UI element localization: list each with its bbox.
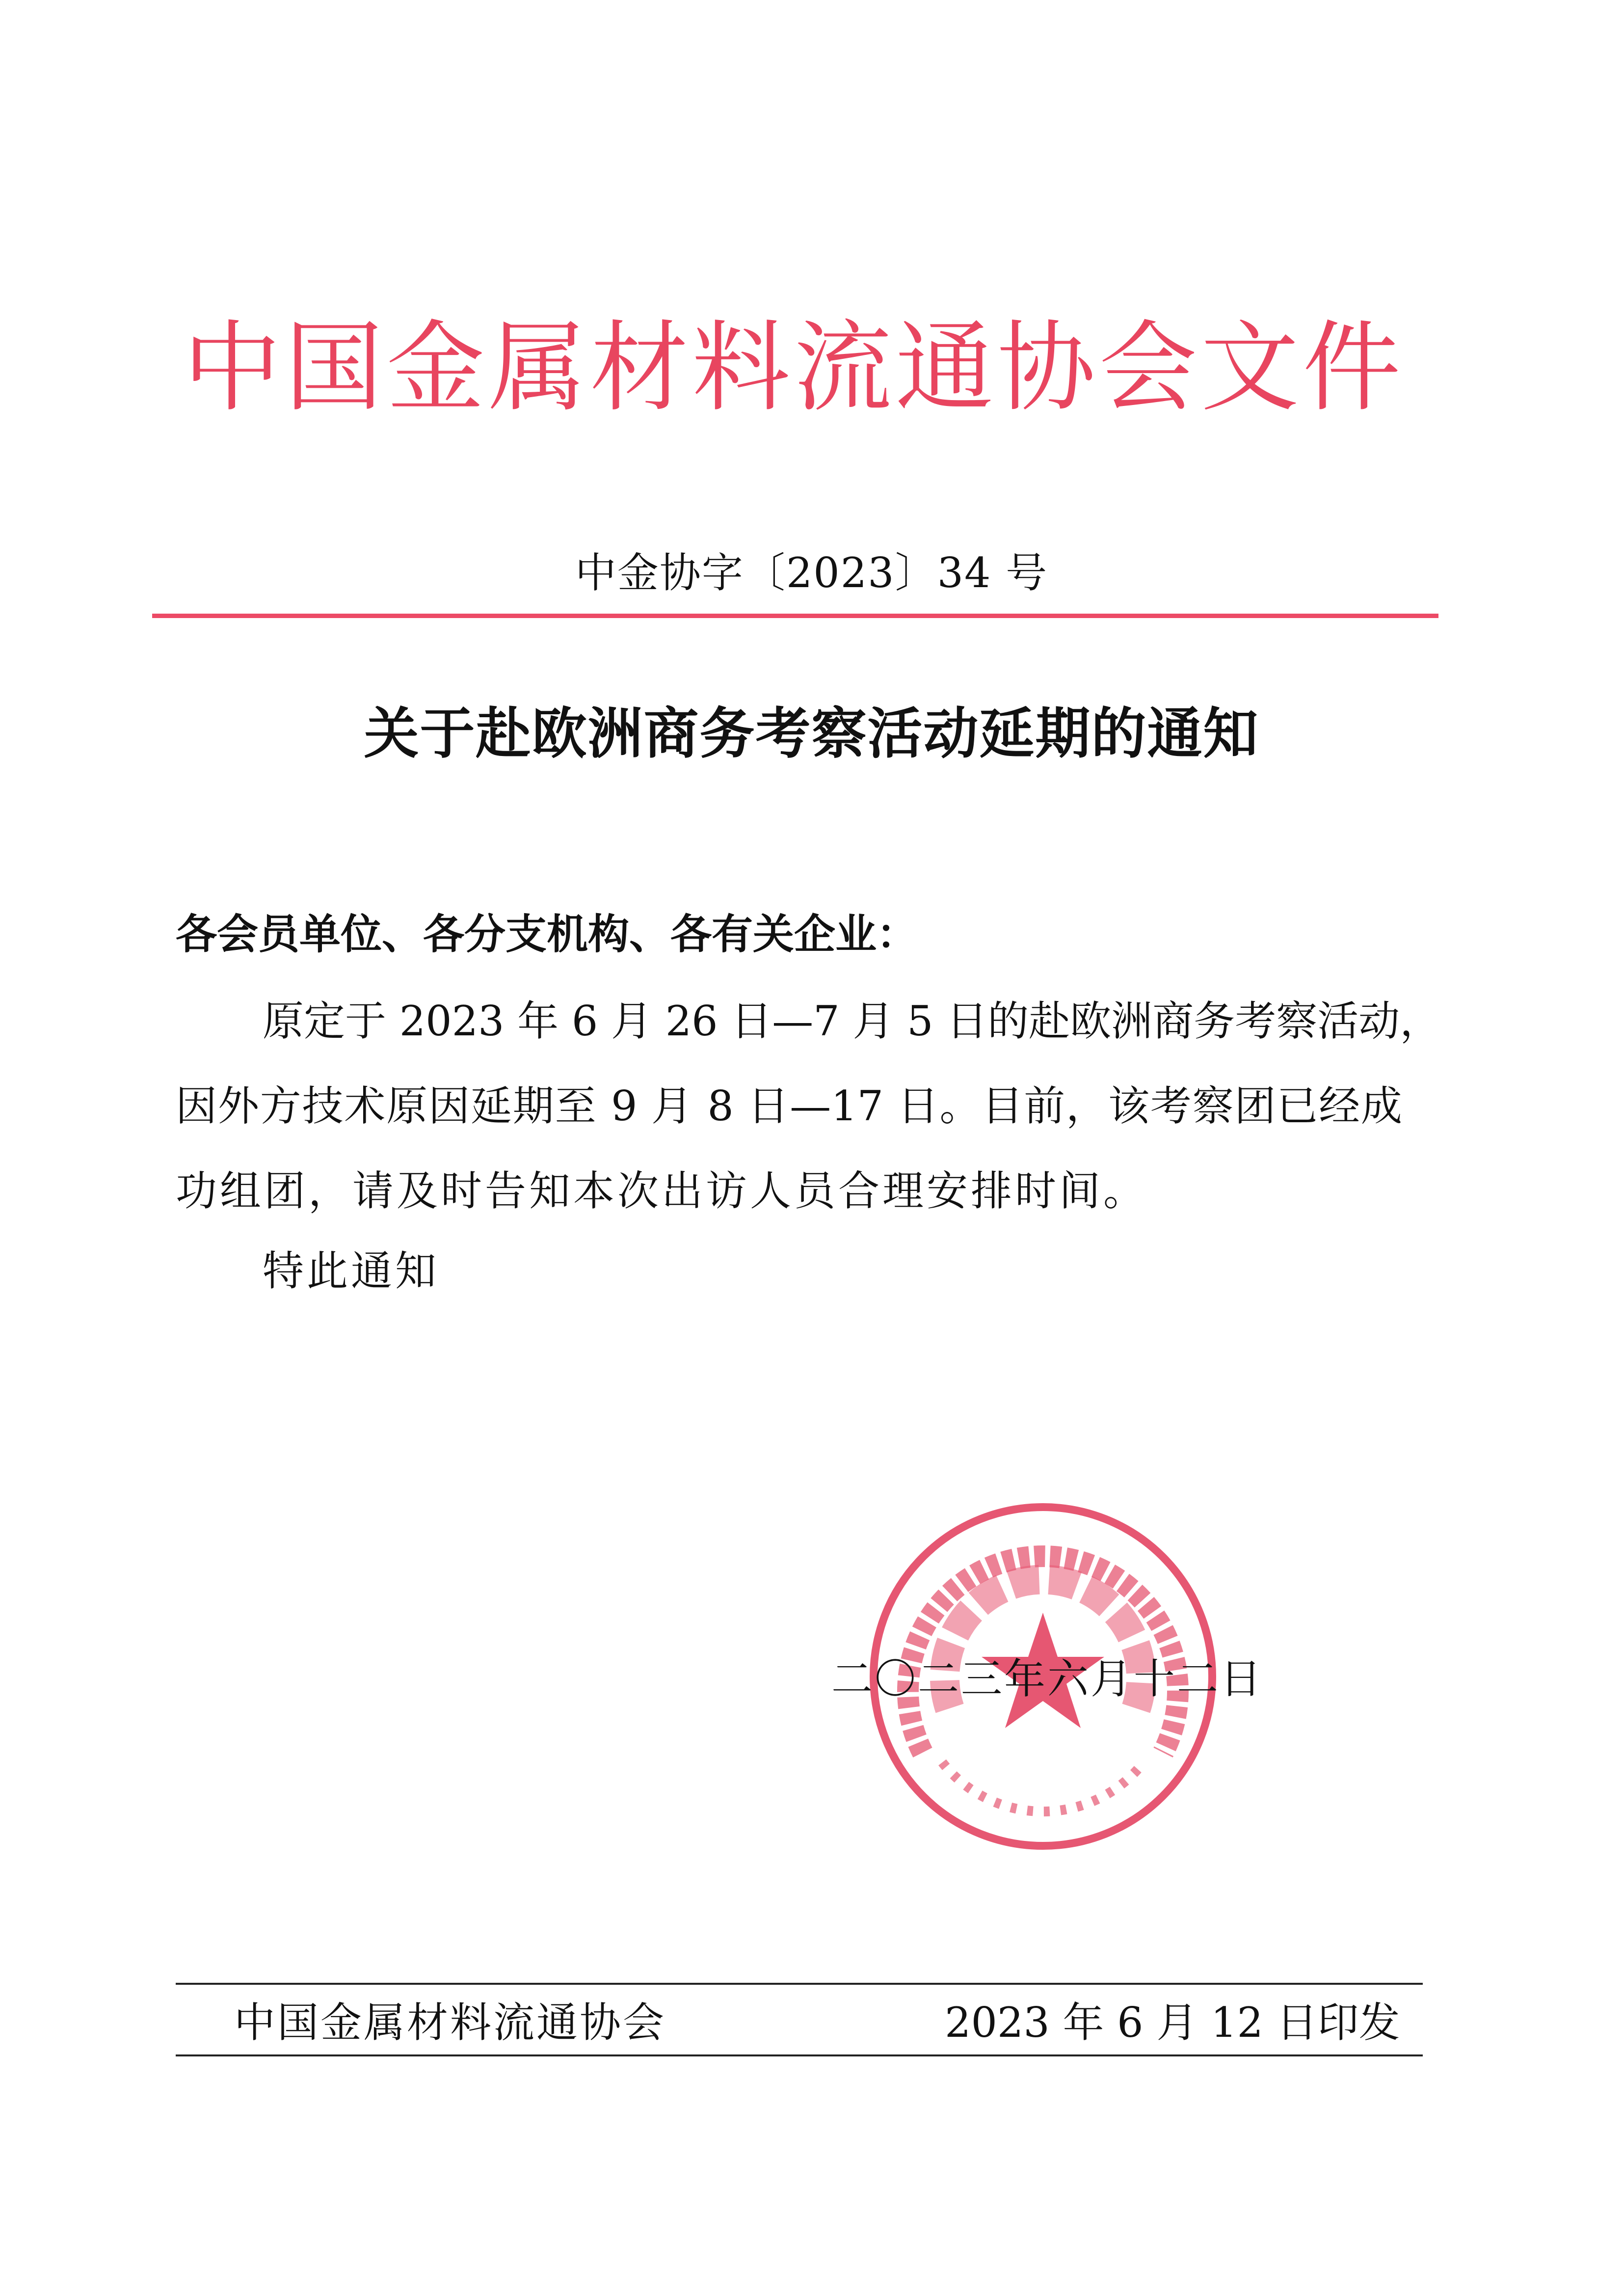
footer-issue-date: 2023 年 6 月 12 日印发 <box>945 1999 1400 2047</box>
red-divider <box>152 614 1438 618</box>
footer-organization: 中国金属材料流通协会 <box>234 1999 666 2047</box>
body-line: 原定于 2023 年 6 月 26 日—7 月 5 日的赴欧洲商务考察活动， <box>263 997 1441 1045</box>
footer-rule-bottom <box>176 2054 1423 2056</box>
signing-date: 二〇二三年六月十二日 <box>831 1655 1264 1703</box>
seal-code-lettering <box>942 1762 1144 1811</box>
body-line: 因外方技术原因延期至 9 月 8 日—17 日。目前，该考察团已经成 <box>176 1082 1402 1130</box>
salutation: 各会员单位、各分支机构、各有关企业： <box>176 910 918 958</box>
closing: 特此通知 <box>263 1247 440 1295</box>
body-line: 功组团，请及时告知本次出访人员合理安排时间。 <box>176 1167 1148 1215</box>
document-number: 中金协字〔2023〕34 号 <box>575 549 1048 597</box>
document-header-title: 中国金属材料流通协会文件 <box>183 311 1401 425</box>
notice-title: 关于赴欧洲商务考察活动延期的通知 <box>364 702 1259 766</box>
footer-rule-top <box>176 1983 1423 1985</box>
